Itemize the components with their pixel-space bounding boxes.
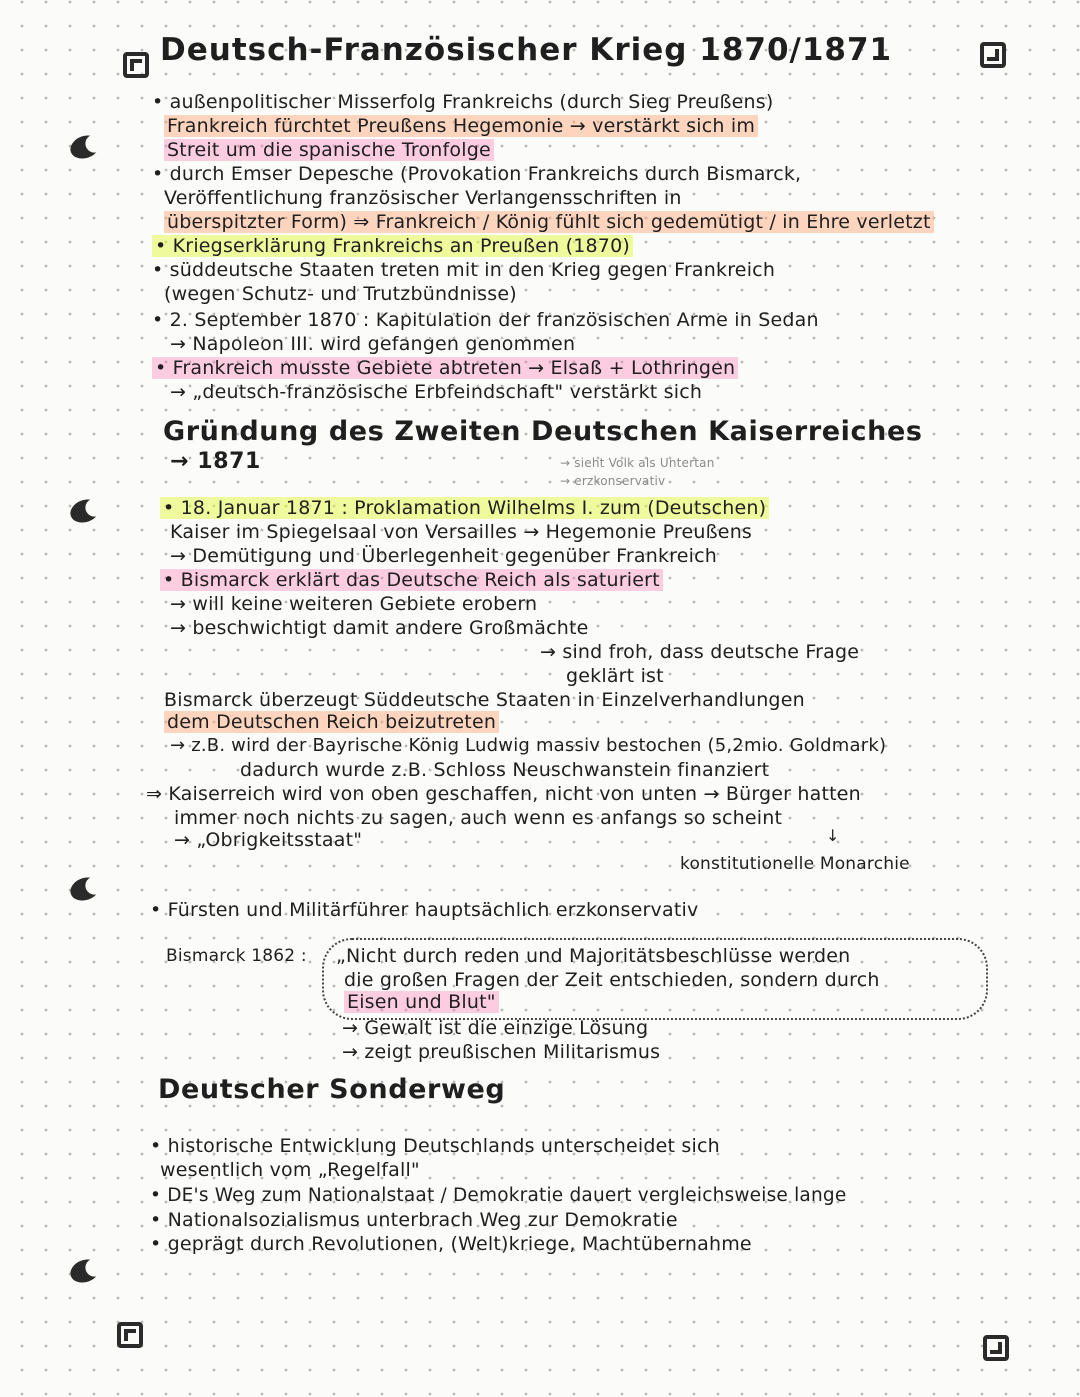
text-line: dem Deutschen Reich beizutreten (164, 710, 499, 734)
text-line: → Napoleon III. wird gefangen genommen (170, 333, 576, 355)
text-line: dadurch wurde z.B. Schloss Neuschwanstein finanziert (240, 759, 770, 781)
page-title: Deutsch-Französischer Krieg 1870/1871 (160, 32, 893, 68)
section-heading: Deutscher Sonderweg (158, 1074, 506, 1105)
quote-author: Bismarck 1862 : (166, 946, 307, 966)
text-line: → beschwichtigt damit andere Großmächte (170, 617, 589, 639)
text-line: → will keine weiteren Gebiete erobern (170, 593, 538, 615)
binder-hole (67, 132, 103, 163)
text-line: • 18. Januar 1871 : Proklamation Wilhelms I. zum (Deutschen) (160, 496, 769, 520)
text-line: • durch Emser Depesche (Provokation Frankreichs durch Bismarck, (152, 163, 802, 185)
quote-line: Eisen und Blut" (344, 990, 499, 1014)
text-line: • Bismarck erklärt das Deutsche Reich als saturiert (160, 568, 663, 592)
text-line: • Fürsten und Militärführer hauptsächlich erzkonservativ (150, 899, 699, 921)
corner-logo-icon (117, 1322, 143, 1348)
corner-logo-icon (123, 52, 149, 78)
text-line: ⇒ Kaiserreich wird von oben geschaffen, nicht von unten → Bürger hatten (146, 783, 861, 805)
quote-line: die großen Fragen der Zeit entschieden, sondern durch (344, 969, 880, 991)
text-line: Streit um die spanische Tronfolge (164, 138, 494, 162)
text-line: → zeigt preußischen Militarismus (342, 1041, 661, 1063)
corner-logo-icon (983, 1335, 1009, 1361)
binder-hole (67, 1256, 103, 1287)
text-line: • historische Entwicklung Deutschlands unterscheidet sich (150, 1135, 720, 1157)
text-line: • Frankreich musste Gebiete abtreten → Elsaß + Lothringen (152, 356, 738, 380)
binder-hole (67, 874, 103, 905)
side-note: → sieht Volk als Untertan (560, 456, 715, 470)
text-line: • süddeutsche Staaten treten mit in den Krieg gegen Frankreich (152, 259, 776, 281)
text-line: • Nationalsozialismus unterbrach Weg zur Demokratie (150, 1209, 678, 1231)
text-line: Veröffentlichung französischer Verlangensschriften in (164, 187, 682, 209)
text-line: • geprägt durch Revolutionen, (Welt)kriege, Machtübernahme (150, 1233, 752, 1255)
text-line: überspitzter Form) ⇒ Frankreich / König fühlt sich gedemütigt / in Ehre verletzt (164, 210, 934, 234)
text-line: → „deutsch-französische Erbfeindschaft" verstärkt sich (170, 381, 703, 403)
side-note: → erzkonservativ (560, 474, 666, 488)
text-line: → „Obrigkeitsstaat" (174, 829, 363, 851)
text-line: → z.B. wird der Bayrische König Ludwig massiv bestochen (5,2mio. Goldmark) (170, 735, 887, 756)
text-line: • 2. September 1870 : Kapitulation der französischen Arme in Sedan (152, 309, 819, 331)
text-line: Bismarck überzeugt Süddeutsche Staaten in Einzelverhandlungen (164, 689, 805, 711)
text-line: (wegen Schutz- und Trutzbündnisse) (164, 283, 517, 305)
text-line: Kaiser im Spiegelsaal von Versailles → Hegemonie Preußens (170, 521, 753, 543)
text-line: → Gewalt ist die einzige Lösung (342, 1017, 649, 1039)
binder-hole (67, 496, 103, 527)
text-line: → sind froh, dass deutsche Frage (540, 641, 860, 663)
text-line: • außenpolitischer Misserfolg Frankreichs (durch Sieg Preußens) (152, 91, 774, 113)
section-heading: Gründung des Zweiten Deutschen Kaiserreiches (163, 416, 923, 447)
corner-logo-icon (980, 42, 1006, 68)
text-line: geklärt ist (566, 665, 664, 687)
text-line: → Demütigung und Überlegenheit gegenüber Frankreich (170, 545, 717, 567)
arrow-down-icon: ↓ (826, 826, 840, 845)
text-line: Frankreich fürchtet Preußens Hegemonie → verstärkt sich im (164, 114, 758, 138)
text-line: wesentlich vom „Regelfall" (160, 1159, 420, 1181)
text-line: konstitutionelle Monarchie (680, 854, 910, 874)
text-line: immer noch nichts zu sagen, auch wenn es anfangs so scheint (174, 807, 783, 829)
text-line: • DE's Weg zum Nationalstaat / Demokratie dauert vergleichsweise lange (150, 1185, 847, 1206)
quote-line: „Nicht durch reden und Majoritätsbeschlüsse werden (336, 945, 851, 967)
text-line: • Kriegserklärung Frankreichs an Preußen (1870) (152, 234, 633, 258)
section-year: → 1871 (170, 449, 261, 474)
